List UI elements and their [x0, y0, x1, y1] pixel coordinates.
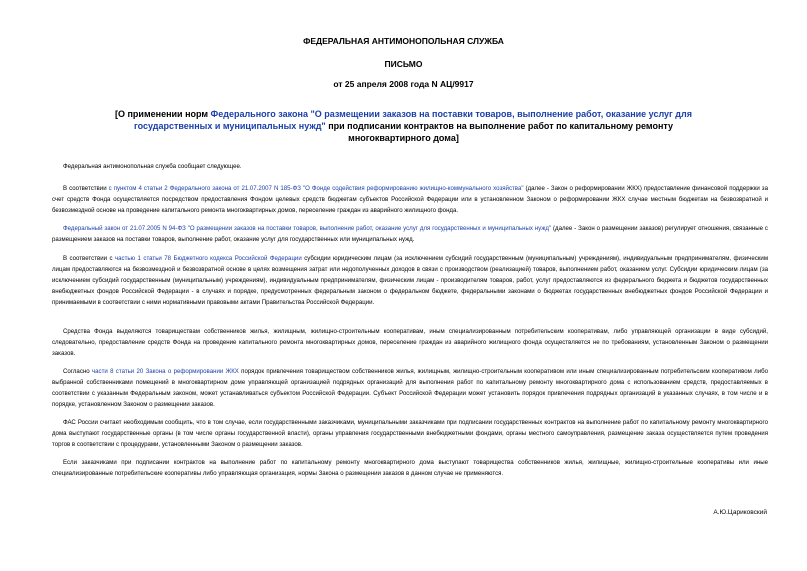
p4-text: Средства Фонда выделяются товариществам собственников жилья, жилищным, жилищно-строительным кооперативам, иным специализированным потребительским кооперативам, либо управляющей организации в виде субсидий, следовательно, предоставление средств Фонда на проведение капитального ремонта многоквартирных домов, переселение граждан из аварийного жилищного фонда осуществляется не по требованиям, установленным Законом о размещении заказов. — [52, 328, 768, 357]
p5-text-a: Согласно — [63, 368, 92, 375]
paragraph-4 — [52, 326, 768, 359]
p3-code-link[interactable]: частью 1 статьи 78 Бюджетного кодекса Российской Федерации — [114, 255, 302, 262]
document-title — [100, 108, 707, 144]
paragraph-5 — [52, 366, 768, 410]
signature: А.Ю.Цариковский — [713, 509, 767, 516]
paragraph-3 — [52, 253, 768, 308]
title-prefix: [О применении норм — [115, 109, 211, 119]
agency-heading: ФЕДЕРАЛЬНАЯ АНТИМОНОПОЛЬНАЯ СЛУЖБА — [303, 36, 504, 46]
paragraph-1 — [52, 183, 768, 216]
p1-law-link[interactable]: с пунктом 4 статьи 2 Федерального закона от 21.07.2007 N 185-ФЗ "О Фонде содействия реформированию жилищно-коммунального хозяйства" — [108, 185, 524, 192]
title-law-link[interactable]: Федерального закона "О размещении заказов на поставки товаров, выполнение работ, оказание услуг для государственных и муниципальных нужд" — [133, 109, 692, 131]
p1-text-b: (далее - Закон о реформировании ЖКХ) предоставление финансовой поддержки за счет средств Фонда осуществляется посредством предоставления Фондом целевых средств бюджетам субъектов Российской Федерации или в установленном Законом о реформировании ЖКХ случае местным бюджетам на безвозвратной и безвозмездной основе на проведение капитального ремонта многоквартирных домов, переселение граждан из аварийного жилищного фонда. — [52, 185, 768, 214]
p1-text-a: В соответствии — [63, 185, 109, 192]
intro-text: Федеральная антимонопольная служба сообщает следующее. — [63, 163, 242, 170]
p2-text-b: (далее - Закон о размещении заказов) регулирует отношения, связанные с размещением заказов на поставки товаров, выполнение работ, оказание услуг для государственных или муниципальных нужд. — [52, 225, 768, 243]
paragraph-7 — [52, 457, 768, 479]
paragraph-6 — [52, 417, 768, 450]
title-suffix: при подписании контрактов на выполнение работ по капитальному ремонту многоквартирного дома] — [325, 121, 674, 143]
document-date-number: от 25 апреля 2008 года N АЦ/9917 — [333, 79, 474, 89]
p3-text-a: В соответствии с — [63, 255, 115, 262]
intro-paragraph — [52, 161, 768, 172]
p6-text: ФАС России считает необходимым сообщить, что в том случае, если государственными заказчиками, муниципальными заказчиками при подписании государственных контрактов на выполнение работ по капитальному ремонту многоквартирного дома выступают государственные органы (в том числе органы государственной власти), органы управления государственными внебюджетными фондами, органы местного самоуправления, размещение заказа осуществляется путем проведения торгов в соответствии с процедурами, установленными Законом о размещении заказов. — [52, 419, 768, 448]
p3-text-b: субсидии юридическим лицам (за исключением субсидий государственным (муниципальным) учреждениям), индивидуальным предпринимателям, физическим лицам предоставляются на безвозмездной и безвозвратной основе в целях возмещения затрат или недополученных доходов в связи с производством (реализацией) товаров, выполнением работ, оказанием услуг. Субсидии юридическим лицам (за исключением субсидий государственным (муниципальным) учреждениям), индивидуальным предпринимателям, физическим лицам - производителям товаров, работ, услуг предоставляются из федерального бюджета и бюджетов государственных внебюджетных фондов Российской Федерации - в случаях и порядке, предусмотренных федеральным законом о федеральном бюджете, федеральными законами о бюджетах государственных внебюджетных фондов Российской Федерации и принимаемыми в соответствии с ними нормативными правовыми актами Правительства Российской Федерации. — [52, 255, 769, 306]
paragraph-2 — [52, 223, 768, 245]
p7-text: Если заказчиками при подписании контрактов на выполнение работ по капитальному ремонту многоквартирного дома выступают товарищества собственников жилья, жилищные, жилищно-строительные кооперативы или иные специализированные потребительские кооперативы либо управляющая организация, нормы Закона о размещении заказов в данном случае не применяются. — [52, 459, 768, 477]
p5-law-link[interactable]: части 8 статьи 20 Закона о реформировании ЖКХ — [91, 368, 239, 375]
p5-text-b: порядок привлечения товариществом собственников жилья, жилищным, жилищно-строительным кооперативом или иным специализированным потребительским кооперативом либо выбранной собственниками помещений в многоквартирном доме управляющей организацией подрядных организаций для выполнения работ по капитальному ремонту многоквартирного дома с использованием средств, предоставляемых в соответствии с указанным Федеральным законом, может устанавливаться субъектом Российской Федерации. Субъект Российской Федерации может установить порядок привлечения подрядных организаций в указанных случаях, в том числе и в порядке, установленном Законом о размещении заказов. — [52, 368, 768, 408]
p2-law-link[interactable]: Федеральный закон от 21.07.2005 N 94-ФЗ "О размещении заказов на поставки товаров, выполнение работ, оказание услуг для государственных и муниципальных нужд" — [63, 225, 552, 232]
document-type: ПИСЬМО — [384, 59, 423, 69]
